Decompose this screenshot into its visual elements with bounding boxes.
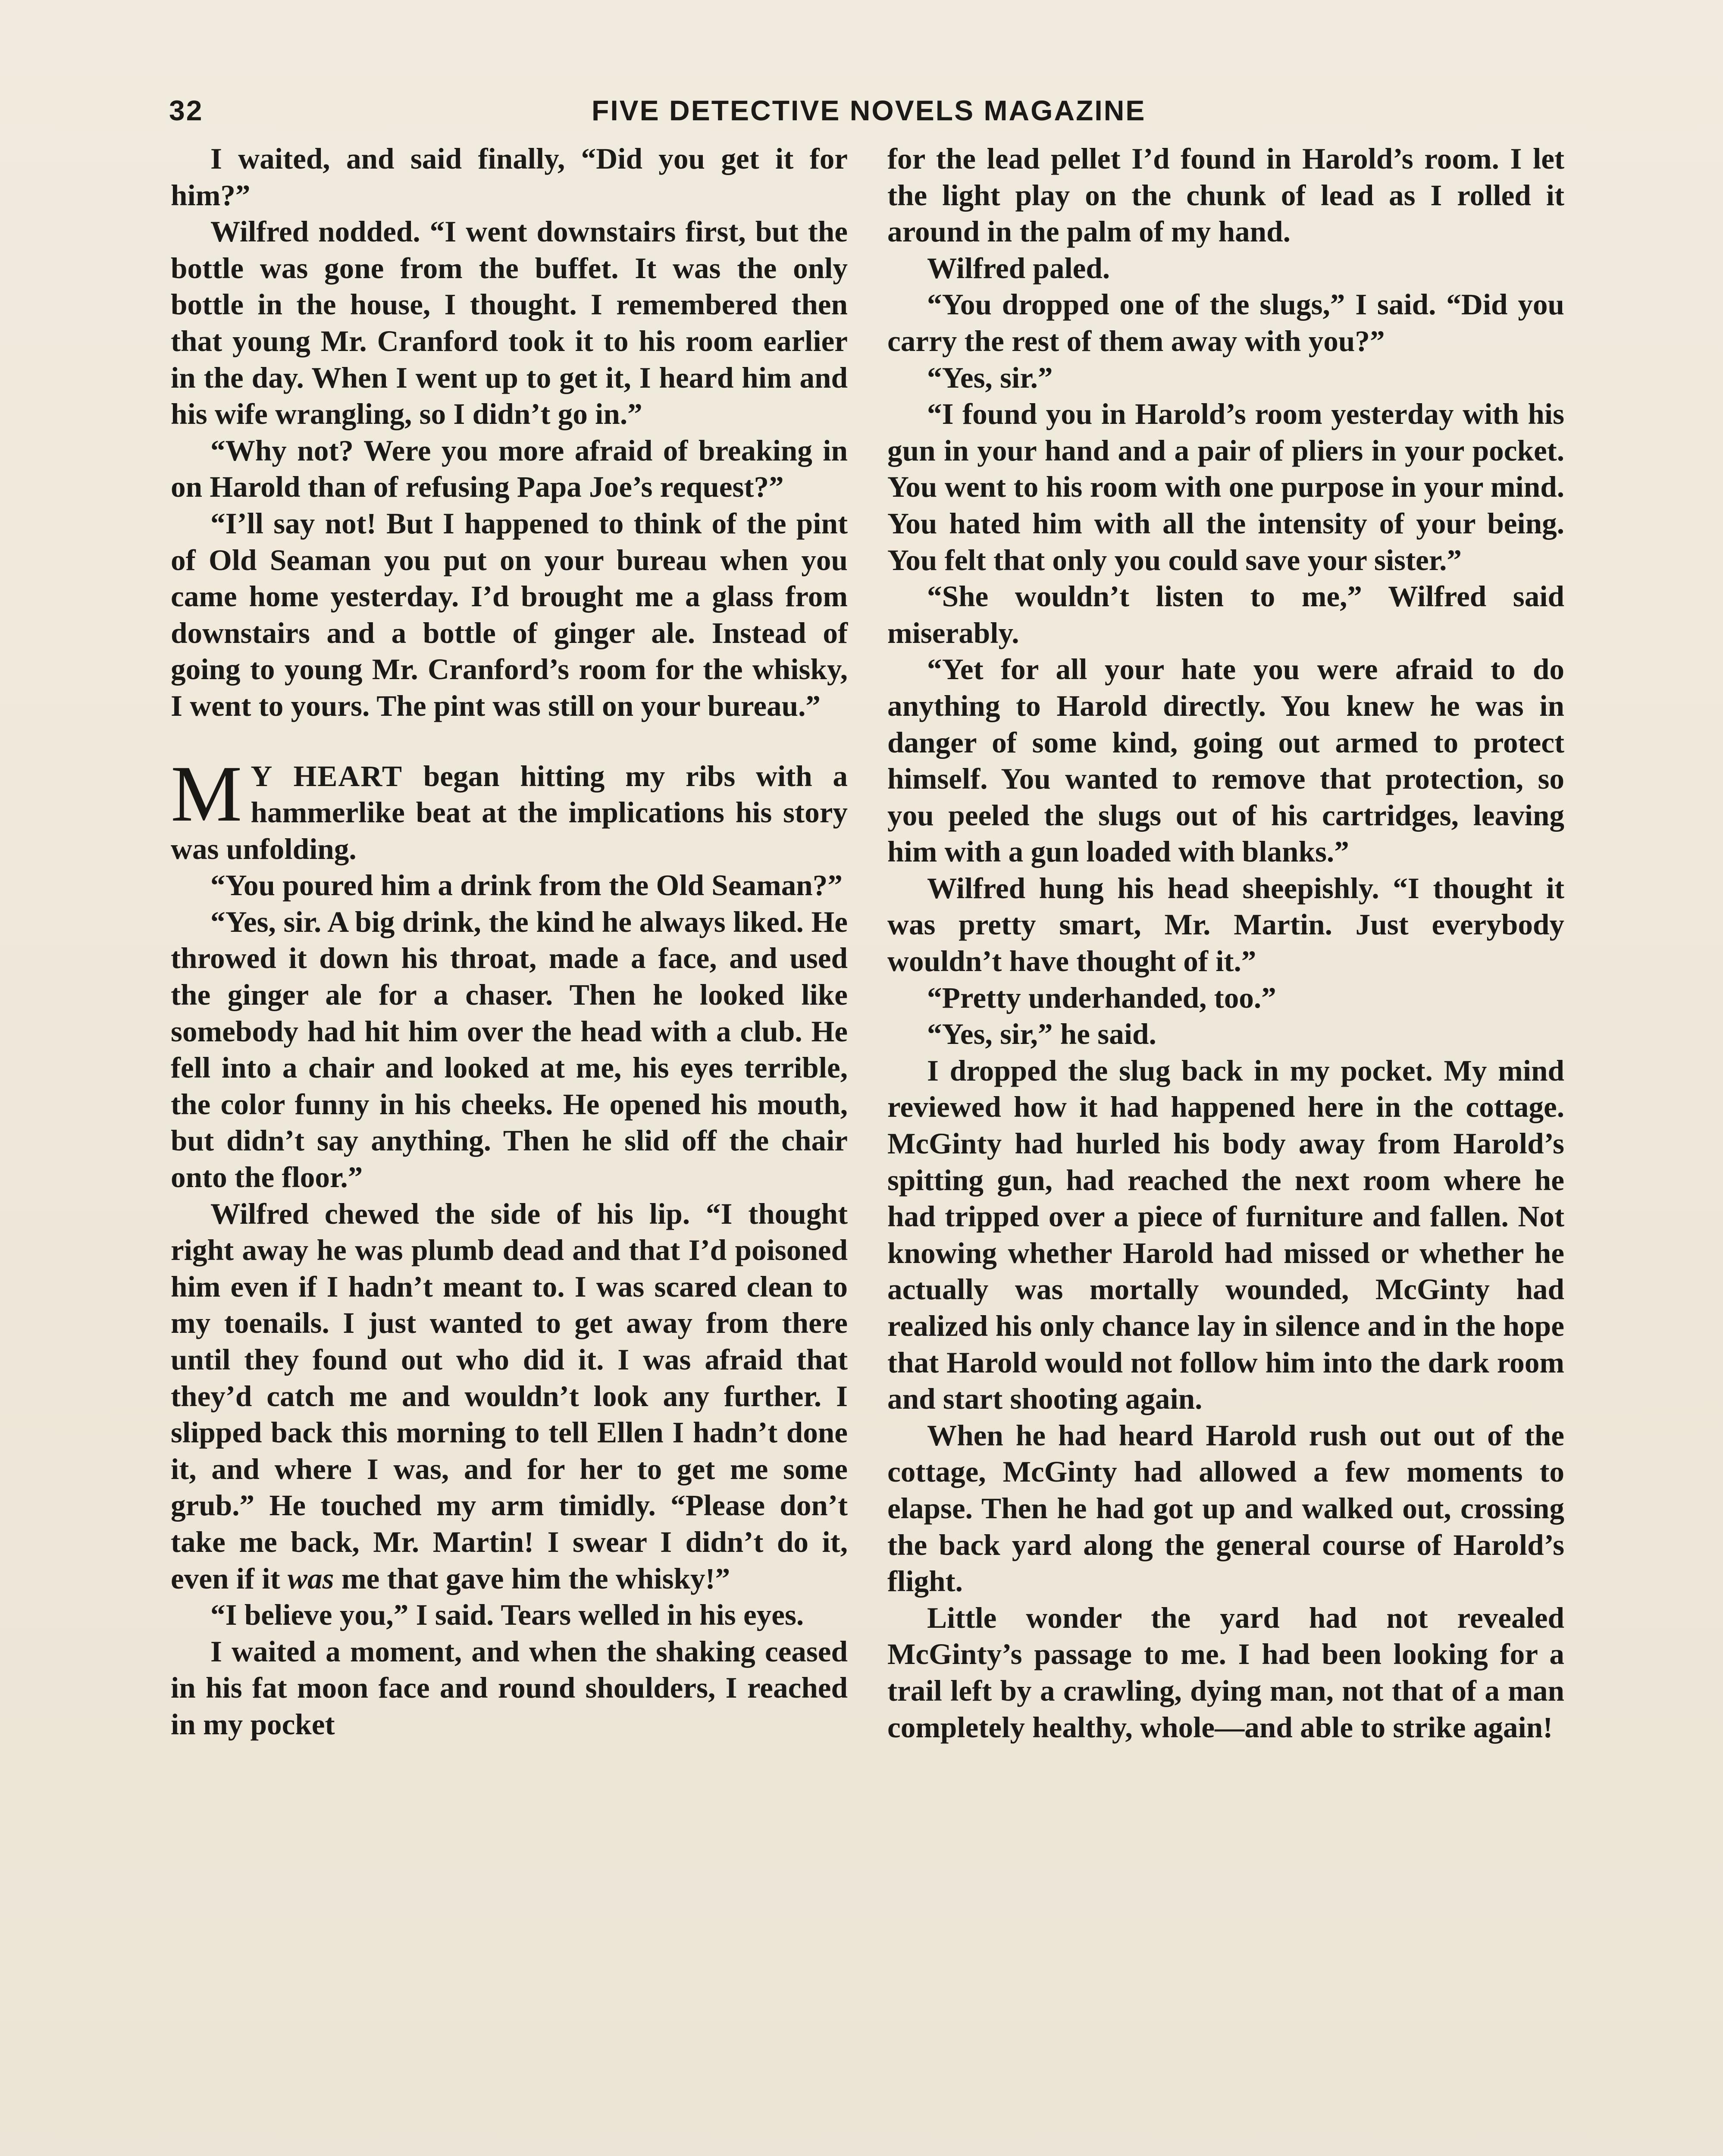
paragraph: “Yet for all your hate you were afraid to do anything to Harold directly. You knew he was in danger of some kind, going out armed to protect himself. You wanted to remove that protection, so you peeled the slugs out of his cartridges, leaving him with a gun loaded with blanks.” [887, 652, 1564, 868]
paragraph-text: me that gave him the whisky!” [334, 1561, 730, 1595]
paragraph: “Pretty underhanded, too.” [927, 981, 1276, 1014]
italic-word: was [287, 1561, 334, 1595]
paragraph: “Yes, sir. A big drink, the kind he always liked. He throwed it down his throat, made a face, and used the ginger ale for a chaser. Then he looked like somebody had hit him over the head with a club. He fell into a chair and looked at me, his eyes terrible, the color funny in his cheeks. He opened his mouth, but didn’t say anything. Then he slid off the chair onto the floor.” [171, 905, 848, 1194]
paragraph: I waited a moment, and when the shaking ceased in his fat moon face and round shoulders, I reached in my pocket [171, 1634, 848, 1741]
paragraph: I dropped the slug back in my pocket. My mind reviewed how it had happened here in the cottage. McGinty had hurled his body away from Harold’s spitting gun, had reached the next room where he had tripped over a piece of furniture and fallen. Not knowing whether Harold had missed or whether he actually was mortally wounded, McGinty had realized his only chance lay in silence and in the hope that Harold would not follow him into the dark room and start shooting again. [887, 1053, 1564, 1416]
paragraph: “I believe you,” I said. Tears welled in his eyes. [210, 1598, 804, 1632]
right-column [887, 141, 1564, 1745]
section-opening-paragraph [171, 749, 848, 868]
left-column [171, 141, 848, 1743]
paragraph-text: Wilfred chewed the side of his lip. “I thought right away he was plumb dead and that I’d poisoned him even if I hadn’t meant to. I was scared clean to my toenails. I just wanted to get away from there until they found out who did it. I was afraid that they’d catch me and wouldn’t look any further. I slipped back this morning to tell Ellen I hadn’t done it, and where I was, and for her to get me some grub.” He touched my arm timidly. “Please don’t take me back, Mr. Martin! I swear I didn’t do it, even if it [171, 1197, 848, 1595]
paragraph: When he had heard Harold rush out out of the cottage, McGinty had allowed a few moments to elapse. Then he had got up and walked out, crossing the back yard along the general course of Harold’s flight. [887, 1418, 1564, 1598]
lead-in-caps: Y HEART [251, 759, 403, 793]
paragraph: Wilfred hung his head sheepishly. “I thought it was pretty smart, Mr. Martin. Just everybody wouldn’t have thought of it.” [887, 871, 1564, 978]
page-header [169, 94, 1573, 141]
running-head: FIVE DETECTIVE NOVELS MAGAZINE [592, 94, 1146, 126]
paragraph-text: began hitting my ribs with a hammerlike beat at the implications his story was unfolding. [171, 759, 848, 865]
paragraph: “She wouldn’t listen to me,” Wilfred said miserably. [887, 580, 1564, 649]
paragraph: Wilfred nodded. “I went downstairs first, but the bottle was gone from the buffet. It was the only bottle in the house, I thought. I remembered then that young Mr. Cranford took it to his room earlier in the day. When I went up to get it, I heard him and his wife wrangling, so I didn’t go in.” [171, 215, 848, 431]
paragraph: “You poured him a drink from the Old Seaman?” [210, 868, 843, 902]
paragraph [171, 1196, 848, 1597]
paragraph: I waited, and said finally, “Did you get it for him?” [171, 142, 848, 212]
page-number: 32 [169, 94, 204, 126]
paragraph: “Why not? Were you more afraid of breaking in on Harold than of refusing Papa Joe’s request?” [171, 433, 848, 504]
paragraph: “You dropped one of the slugs,” I said. “Did you carry the rest of them away with you?” [887, 288, 1564, 357]
paragraph: “I found you in Harold’s room yesterday with his gun in your hand and a pair of pliers in your pocket. You went to his room with one purpose in your mind. You hated him with all the intensity of your being. You felt that only you could save your sister.” [887, 397, 1564, 577]
paragraph: Wilfred paled. [927, 251, 1110, 285]
paragraph: Little wonder the yard had not revealed McGinty’s passage to me. I had been looking for a trail left by a crawling, dying man, not that of a man completely healthy, whole—and able to strike again! [887, 1601, 1564, 1744]
paragraph: “Yes, sir.” [927, 360, 1053, 394]
paragraph: “Yes, sir,” he said. [927, 1017, 1156, 1051]
paragraph-continued: for the lead pellet I’d found in Harold’s room. I let the light play on the chunk of lead as I rolled it around in the palm of my hand. [887, 142, 1564, 248]
drop-cap: M [171, 749, 242, 838]
paragraph: “I’ll say not! But I happened to think of the pint of Old Seaman you put on your bureau when you came home yesterday. I’d brought me a glass from downstairs and a bottle of ginger ale. Instead of going to young Mr. Cranford’s room for the whisky, I went to yours. The pint was still on your bureau.” [171, 506, 848, 722]
